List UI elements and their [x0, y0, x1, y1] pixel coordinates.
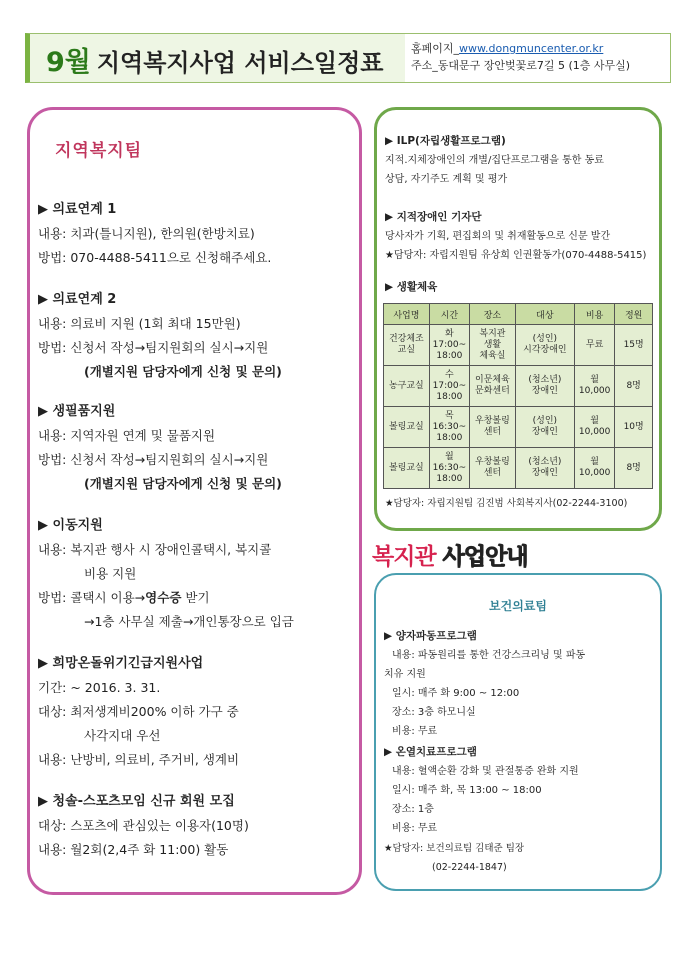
section-line: 당사자가 기획, 편집회의 및 취재활동으로 신문 발간: [385, 231, 611, 242]
section-line: 내용: 의료비 지원 (1회 최대 15만원): [38, 316, 241, 331]
table-cell: 무료: [574, 325, 614, 366]
community-welfare-panel: [27, 107, 362, 895]
sports-schedule-table: [383, 303, 653, 489]
col-header: 비용: [574, 304, 614, 325]
team-title-health: 보건의료팀: [489, 599, 547, 613]
table-cell: 건강체조 교실: [384, 325, 430, 366]
homepage-link[interactable]: www.dongmuncenter.or.kr: [459, 42, 604, 55]
section-line: 지적.지체장애인의 개별/집단프로그램을 통한 동료: [385, 155, 604, 166]
section-quantum: [384, 627, 656, 741]
contact-line: ★담당자: 자립지원팀 김진범 사회복지사(02-2244-3100): [385, 498, 628, 509]
section-title: ▶ 희망온돌위기긴급지원사업: [38, 656, 204, 671]
section-title: ▶ ILP(자립생활프로그램): [385, 135, 506, 147]
col-header: 시간: [429, 304, 469, 325]
section-line: 사각지대 우선: [84, 728, 161, 743]
section-note: (개별지원 담당자에게 신청 및 문의): [84, 364, 282, 379]
table-cell: 이문체육 문화센터: [470, 366, 516, 407]
contact-line: (02-2244-1847): [432, 862, 507, 873]
section-sports-club: [38, 790, 358, 862]
table-header-row: [384, 304, 653, 325]
section-line: 대상: 스포츠에 관심있는 이용자(10명): [38, 818, 249, 833]
table-cell: 월 16:30~ 18:00: [429, 448, 469, 489]
method-suffix: 받기: [181, 590, 210, 605]
page-header: [25, 33, 671, 83]
contact-line: ★담당자: 보건의료팀 김태준 팀장: [384, 843, 525, 854]
table-cell: 15명: [615, 325, 653, 366]
section-line: 내용: 난방비, 의료비, 주거비, 생계비: [38, 752, 240, 767]
section-title: ▶ 양자파동프로그램: [384, 630, 477, 642]
page-title: [46, 40, 383, 79]
section-line: 방법: 070-4488-5411으로 신청해주세요.: [38, 250, 272, 265]
receipt-text: 영수증: [145, 590, 182, 605]
section-title: ▶ 의료연계 2: [38, 292, 117, 307]
section-note: (개별지원 담당자에게 신청 및 문의): [84, 476, 282, 491]
section-line: 비용: 무료: [392, 823, 438, 834]
section-line: 비용: 무료: [392, 726, 438, 737]
table-cell: (청소년) 장애인: [515, 448, 574, 489]
method-prefix: 방법: 콜택시 이용→: [38, 590, 146, 605]
section-line: 내용: 지역자원 연계 및 물품지원: [38, 428, 216, 443]
table-cell: 8명: [615, 448, 653, 489]
section-title: ▶ 청솔-스포츠모임 신규 회원 모집: [38, 794, 235, 809]
stamp-part-1: 복지관: [372, 544, 436, 570]
table-cell: (성인) 시각장애인: [515, 325, 574, 366]
table-cell: 화 17:00~ 18:00: [429, 325, 469, 366]
section-line: 대상: 최저생계비200% 이하 가구 중: [38, 704, 239, 719]
section-mobility: [38, 514, 358, 634]
section-title: ▶ 생필품지원: [38, 404, 116, 419]
section-line: →1층 사무실 제출→개인통장으로 입금: [84, 614, 294, 629]
section-line: 내용: 복지관 행사 시 장애인콜택시, 복지콜: [38, 542, 272, 557]
health-contact: [384, 839, 656, 877]
section-line: 내용: 파동원리를 통한 건강스크리닝 및 파동: [392, 650, 586, 661]
table-cell: 볼링교실: [384, 448, 430, 489]
header-title-box: [30, 34, 405, 82]
table-cell: 우창볼링 센터: [470, 448, 516, 489]
section-line: 내용: 혈액순환 강화 및 관절통증 완화 지원: [392, 766, 579, 777]
section-reporters: [385, 208, 657, 265]
team-title-community: 지역복지팀: [55, 141, 143, 161]
table-cell: 목 16:30~ 18:00: [429, 407, 469, 448]
section-line: 상담, 자기주도 계획 및 평가: [385, 174, 508, 185]
section-sports: [385, 278, 657, 297]
section-line: 장소: 1층: [392, 804, 434, 815]
table-cell: 농구교실: [384, 366, 430, 407]
table-cell: (성인) 장애인: [515, 407, 574, 448]
section-line: 내용: 치과(틀니지원), 한의원(한방치료): [38, 226, 255, 241]
table-cell: 월 10,000: [574, 407, 614, 448]
section-title: ▶ 온열치료프로그램: [384, 746, 477, 758]
address-text: 주소_동대문구 장안벚꽃로7길 5 (1층 사무실): [411, 59, 631, 72]
table-cell: (청소년) 장애인: [515, 366, 574, 407]
table-row: [384, 407, 653, 448]
section-necessities: [38, 400, 358, 496]
table-cell: 8명: [615, 366, 653, 407]
col-header: 정원: [615, 304, 653, 325]
section-medical-1: [38, 198, 358, 270]
section-title: ▶ 생활체육: [385, 281, 438, 293]
table-cell: 우창볼링 센터: [470, 407, 516, 448]
section-line: 치유 지원: [384, 669, 426, 680]
table-cell: 월 10,000: [574, 448, 614, 489]
table-row: [384, 325, 653, 366]
title-text: 지역복지사업 서비스일정표: [96, 49, 384, 77]
title-month: 9월: [46, 47, 91, 78]
section-line: [38, 586, 358, 610]
section-ilp: [385, 132, 657, 189]
table-cell: 복지관 생활 체육실: [470, 325, 516, 366]
table-body: [384, 325, 653, 489]
table-cell: 10명: [615, 407, 653, 448]
header-info: [411, 40, 630, 74]
section-line: 일시: 매주 화 9:00 ~ 12:00: [392, 688, 520, 699]
section-title: ▶ 의료연계 1: [38, 202, 117, 217]
section-line: 기간: ~ 2016. 3. 31.: [38, 680, 161, 695]
section-line: 방법: 신청서 작성→팀지원회의 실시→지원: [38, 340, 269, 355]
table-row: [384, 448, 653, 489]
section-line: ★담당자: 자립지원팀 유상희 인권활동가(070-4488-5415): [385, 250, 647, 261]
section-line: 일시: 매주 화, 목 13:00 ~ 18:00: [392, 785, 542, 796]
col-header: 장소: [470, 304, 516, 325]
section-thermal: [384, 743, 656, 838]
homepage-label: 홈페이지_: [411, 42, 460, 55]
section-line: 장소: 3층 하모니실: [392, 707, 476, 718]
table-cell: 월 10,000: [574, 366, 614, 407]
independent-living-panel: [374, 107, 662, 531]
welfare-program-stamp: [372, 538, 528, 571]
health-medical-panel: [374, 573, 662, 891]
table-cell: 볼링교실: [384, 407, 430, 448]
stamp-part-2: 사업안내: [435, 544, 528, 570]
section-emergency-support: [38, 652, 358, 772]
table-cell: 수 17:00~ 18:00: [429, 366, 469, 407]
section-line: 비용 지원: [84, 566, 137, 581]
table-row: [384, 366, 653, 407]
section-line: 방법: 신청서 작성→팀지원회의 실시→지원: [38, 452, 269, 467]
section-title: ▶ 이동지원: [38, 518, 103, 533]
section-medical-2: [38, 288, 358, 384]
sports-contact: [385, 494, 657, 513]
col-header: 사업명: [384, 304, 430, 325]
col-header: 대상: [515, 304, 574, 325]
section-title: ▶ 지적장애인 기자단: [385, 211, 482, 223]
section-line: 내용: 월2회(2,4주 화 11:00) 활동: [38, 842, 229, 857]
